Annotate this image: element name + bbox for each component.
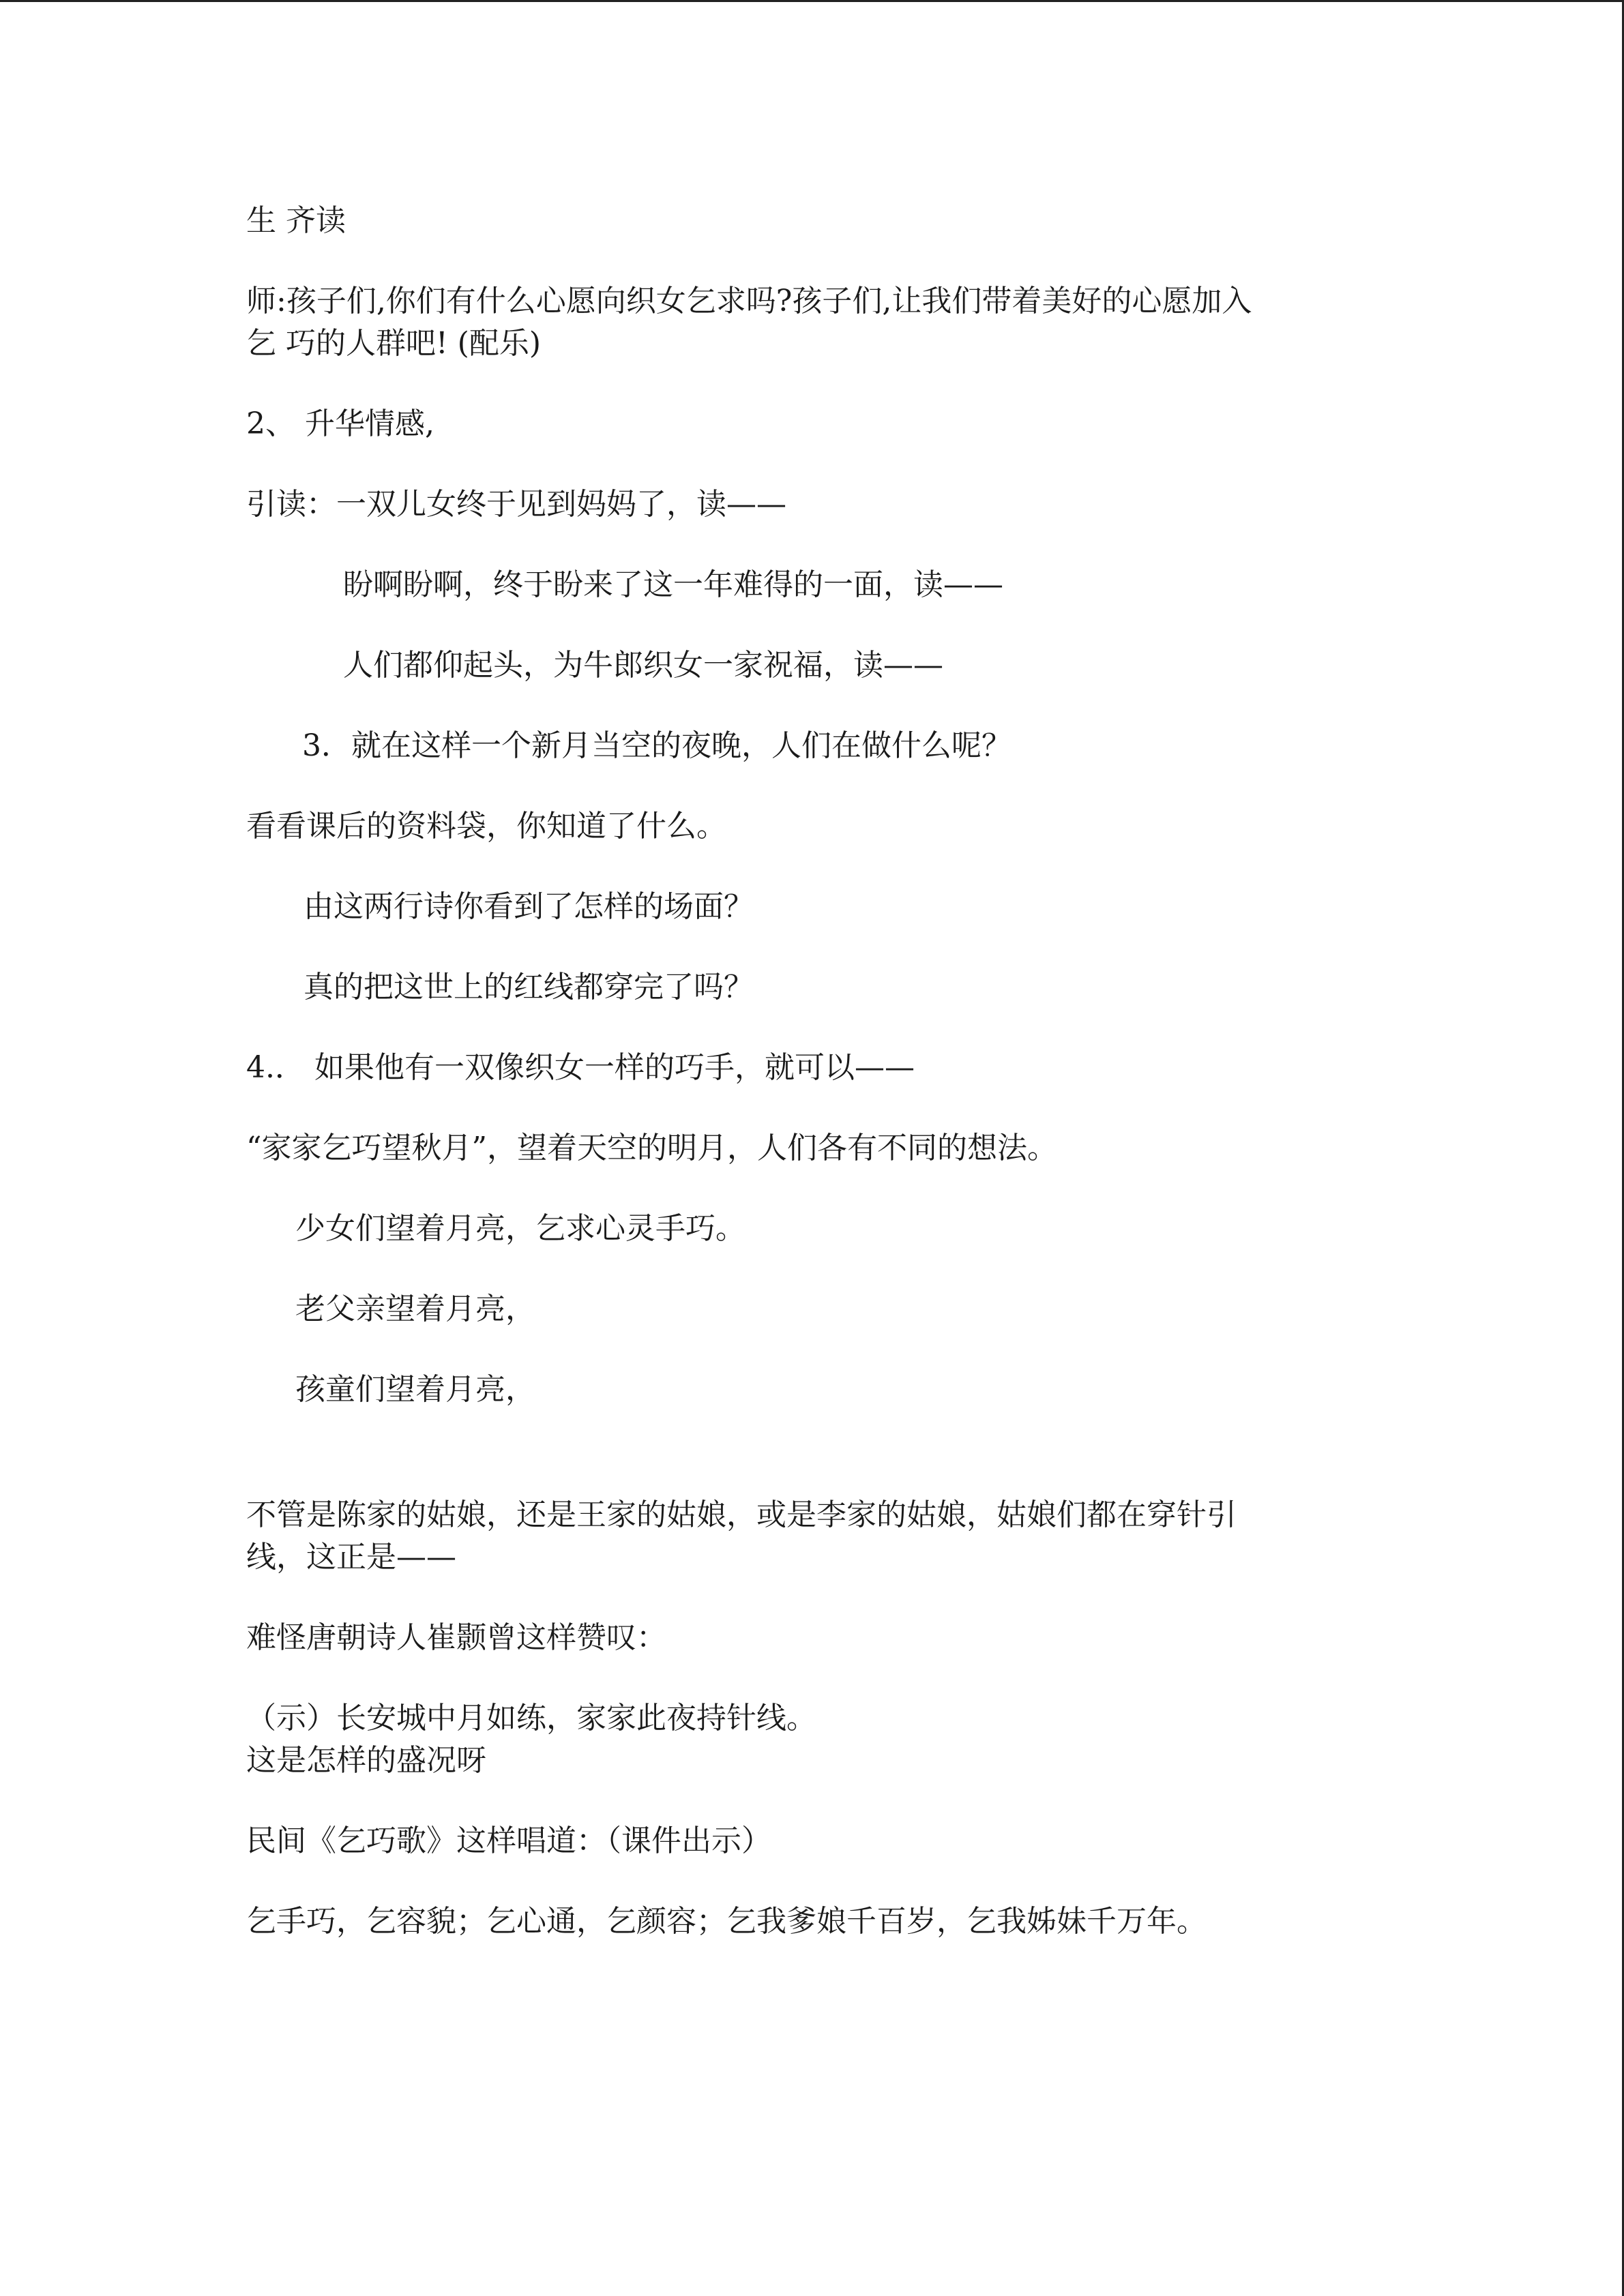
text-line: 老父亲望着月亮， [295, 1292, 535, 1326]
text-line: 乞 巧的人群吧! (配乐) [246, 326, 541, 361]
text-line: 线，这正是—— [246, 1540, 456, 1575]
text-line: 2、 升华情感, [246, 406, 434, 441]
text-line: 生 齐读 [246, 203, 346, 238]
text-line: 孩童们望着月亮， [295, 1372, 535, 1407]
text-line: 人们都仰起头，为牛郎织女一家祝福，读—— [343, 648, 943, 683]
text-line: “家家乞巧望秋月”，望着天空的明月，人们各有不同的想法。 [246, 1131, 1057, 1165]
text-line: 不管是陈家的姑娘，还是王家的姑娘，或是李家的姑娘，姑娘们都在穿针引 [246, 1497, 1237, 1532]
text-line: 乞手巧，乞容貌；乞心通，乞颜容；乞我爹娘千百岁，乞我姊妹千万年。 [246, 1904, 1207, 1939]
text-line: 引读：一双儿女终于见到妈妈了，读—— [246, 487, 786, 522]
text-line: 由这两行诗你看到了怎样的场面？ [304, 889, 754, 924]
text-line: 看看课后的资料袋，你知道了什么。 [246, 809, 726, 844]
text-line: 难怪唐朝诗人崔颢曾这样赞叹： [246, 1620, 666, 1655]
text-line: 真的把这世上的红线都穿完了吗？ [304, 970, 754, 1004]
text-line: 盼啊盼啊，终于盼来了这一年难得的一面，读—— [343, 567, 1003, 602]
text-line: （示）长安城中月如练，家家此夜持针线。 [246, 1701, 816, 1735]
text-line: 3．就在这样一个新月当空的夜晚，人们在做什么呢？ [302, 728, 1012, 763]
text-line: 少女们望着月亮，乞求心灵手巧。 [295, 1211, 745, 1246]
text-line: 这是怎样的盛况呀 [246, 1743, 486, 1778]
text-line: 民间《乞巧歌》这样唱道：（课件出示） [246, 1823, 771, 1858]
text-line: 4.． 如果他有一双像织女一样的巧手，就可以—— [246, 1050, 915, 1085]
text-line: 师:孩子们,你们有什么心愿向织女乞求吗?孩子们,让我们带着美好的心愿加入 [246, 284, 1252, 318]
